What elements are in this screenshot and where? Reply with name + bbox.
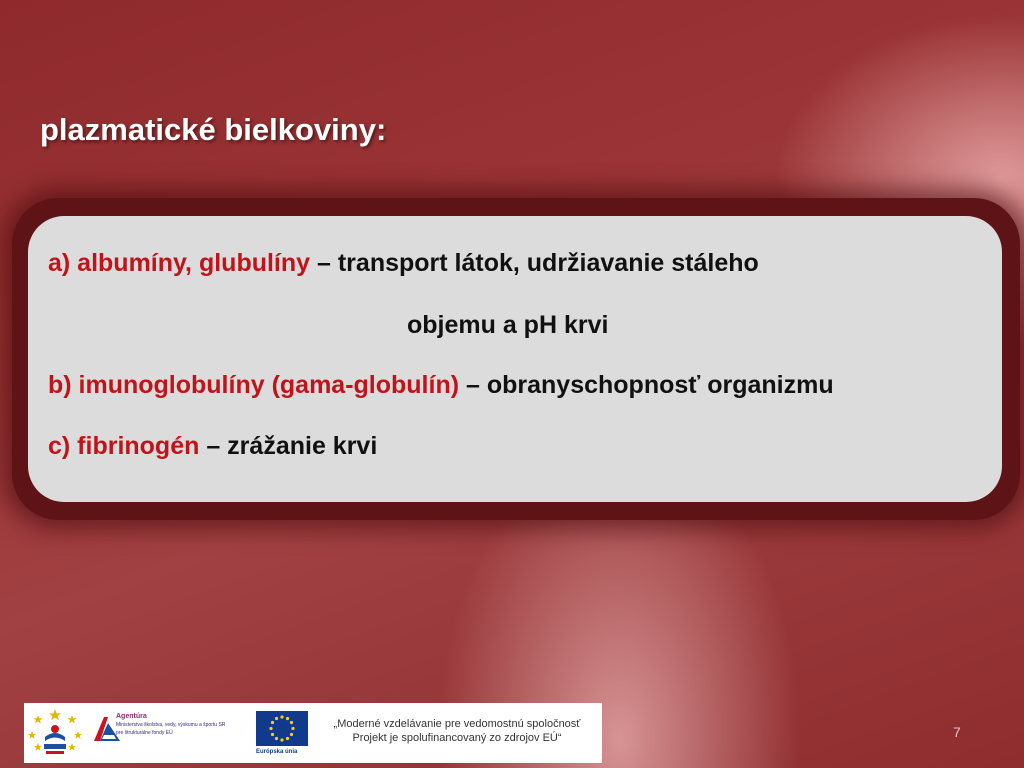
agency-subtitle-2: pre štrukturálne fondy EÚ [116,730,173,736]
project-line-2: Projekt je spolufinancovaný zo zdrojov EÚ“ [352,732,562,744]
project-text [312,717,602,745]
list-item-c [48,432,377,461]
slide-number: 7 [953,724,961,740]
agency-title: Agentúra [116,713,147,720]
agency-subtitle-1: Ministerstva školstva, vedy, výskumu a športu SR [116,722,226,728]
project-line-1: „Moderné vzdelávanie pre vedomostnú spoločnosť [333,718,581,730]
list-item-a-continuation: objemu a pH krvi [407,311,609,339]
eu-label: Európska únia [256,749,298,755]
eu-flag-icon [256,711,308,746]
list-item-a-text: – transport látok, udržiavanie stáleho [310,249,759,277]
list-item-a-term: a) albumíny, glubulíny [48,249,311,277]
list-item-b [48,371,834,400]
slide-title: plazmatické bielkoviny: [40,112,387,147]
list-item-a [48,249,759,278]
program-logo-icon [28,707,82,759]
footer-logo-strip [24,703,602,763]
list-item-c-term: c) fibrinogén [48,432,200,460]
list-item-c-text: – zrážanie krvi [199,432,378,460]
list-item-b-term: b) imunoglobulíny (gama-globulín) [48,371,460,399]
agency-text [116,713,256,737]
list-item-b-text: – obranyschopnosť organizmu [459,371,834,399]
